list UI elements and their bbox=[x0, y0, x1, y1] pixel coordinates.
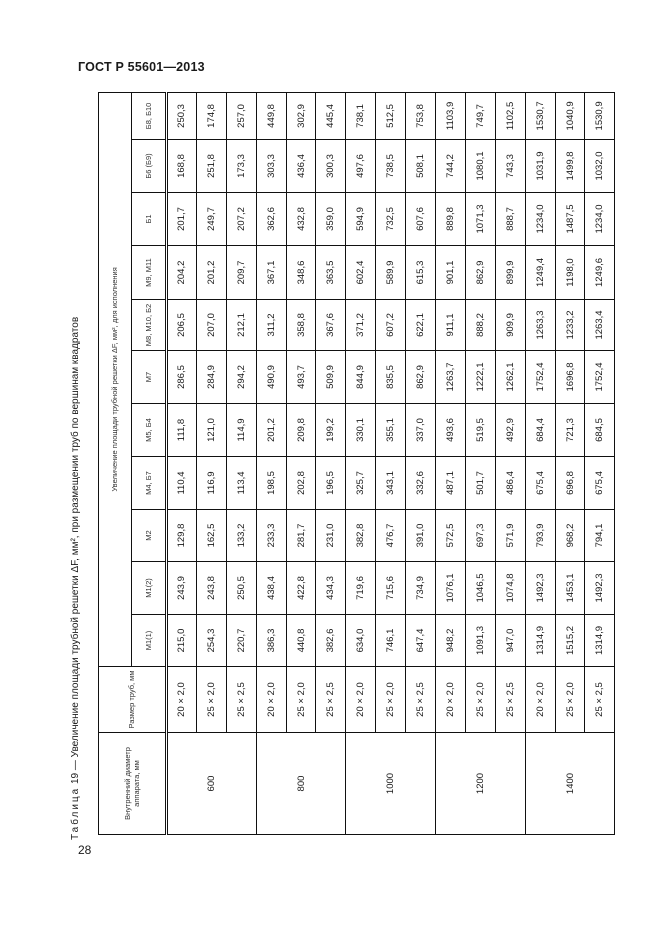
page-number: 28 bbox=[78, 843, 92, 857]
value-cell: 634,0 bbox=[346, 615, 376, 667]
value-cell: 1198,0 bbox=[555, 246, 585, 300]
value-cell: 343,1 bbox=[376, 457, 406, 510]
table-row bbox=[465, 92, 495, 834]
value-cell: 215,0 bbox=[167, 615, 197, 667]
tube-size-cell: 25 × 2,0 bbox=[286, 667, 316, 733]
value-cell: 594,9 bbox=[346, 193, 376, 246]
value-cell: 1249,4 bbox=[525, 246, 555, 300]
value-cell: 325,7 bbox=[346, 457, 376, 510]
header-variant: М7 bbox=[132, 351, 167, 404]
value-cell: 449,8 bbox=[256, 92, 286, 139]
value-cell: 1031,9 bbox=[525, 140, 555, 193]
value-cell: 509,9 bbox=[316, 351, 346, 404]
value-cell: 249,7 bbox=[196, 193, 226, 246]
value-cell: 434,3 bbox=[316, 562, 346, 615]
value-cell: 519,5 bbox=[465, 404, 495, 457]
value-cell: 1696,8 bbox=[555, 351, 585, 404]
value-cell: 572,5 bbox=[436, 510, 466, 562]
value-cell: 382,8 bbox=[346, 510, 376, 562]
value-cell: 432,8 bbox=[286, 193, 316, 246]
value-cell: 1102,5 bbox=[495, 92, 525, 139]
value-cell: 899,9 bbox=[495, 246, 525, 300]
header-variant: Б8, Б10 bbox=[132, 92, 167, 139]
value-cell: 1314,9 bbox=[585, 615, 615, 667]
value-cell: 201,2 bbox=[256, 404, 286, 457]
value-cell: 607,6 bbox=[406, 193, 436, 246]
tube-size-cell: 25 × 2,5 bbox=[226, 667, 256, 733]
value-cell: 113,4 bbox=[226, 457, 256, 510]
value-cell: 476,7 bbox=[376, 510, 406, 562]
table-row bbox=[226, 92, 256, 834]
tube-size-cell: 25 × 2,0 bbox=[376, 667, 406, 733]
value-cell: 303,3 bbox=[256, 140, 286, 193]
value-cell: 311,2 bbox=[256, 300, 286, 351]
table-row bbox=[346, 92, 376, 834]
value-cell: 207,2 bbox=[226, 193, 256, 246]
value-cell: 675,4 bbox=[525, 457, 555, 510]
value-cell: 198,5 bbox=[256, 457, 286, 510]
header-variant: М4, Б7 bbox=[132, 457, 167, 510]
value-cell: 715,6 bbox=[376, 562, 406, 615]
value-cell: 675,4 bbox=[585, 457, 615, 510]
value-cell: 1249,6 bbox=[585, 246, 615, 300]
table-row bbox=[555, 92, 585, 834]
value-cell: 1234,0 bbox=[585, 193, 615, 246]
value-cell: 359,0 bbox=[316, 193, 346, 246]
value-cell: 901,1 bbox=[436, 246, 466, 300]
value-cell: 206,5 bbox=[167, 300, 197, 351]
value-cell: 168,8 bbox=[167, 140, 197, 193]
value-cell: 1492,3 bbox=[585, 562, 615, 615]
value-cell: 1453,1 bbox=[555, 562, 585, 615]
value-cell: 743,3 bbox=[495, 140, 525, 193]
rotated-table-container bbox=[98, 93, 612, 835]
value-cell: 202,8 bbox=[286, 457, 316, 510]
value-cell: 281,7 bbox=[286, 510, 316, 562]
value-cell: 250,5 bbox=[226, 562, 256, 615]
value-cell: 738,1 bbox=[346, 92, 376, 139]
tube-size-cell: 25 × 2,5 bbox=[495, 667, 525, 733]
value-cell: 512,5 bbox=[376, 92, 406, 139]
value-cell: 440,8 bbox=[286, 615, 316, 667]
value-cell: 201,7 bbox=[167, 193, 197, 246]
value-cell: 1530,7 bbox=[525, 92, 555, 139]
value-cell: 844,9 bbox=[346, 351, 376, 404]
value-cell: 438,4 bbox=[256, 562, 286, 615]
value-cell: 294,2 bbox=[226, 351, 256, 404]
value-cell: 753,8 bbox=[406, 92, 436, 139]
value-cell: 386,3 bbox=[256, 615, 286, 667]
header-tube-size: Размер труб, мм bbox=[99, 667, 167, 733]
value-cell: 501,7 bbox=[465, 457, 495, 510]
value-cell: 1499,8 bbox=[555, 140, 585, 193]
value-cell: 1752,4 bbox=[525, 351, 555, 404]
value-cell: 721,3 bbox=[555, 404, 585, 457]
header-diameter: Внутренний диаметр аппарата, мм bbox=[99, 733, 167, 835]
value-cell: 607,2 bbox=[376, 300, 406, 351]
value-cell: 1515,2 bbox=[555, 615, 585, 667]
value-cell: 371,2 bbox=[346, 300, 376, 351]
diameter-cell: 1200 bbox=[436, 733, 526, 835]
value-cell: 1752,4 bbox=[585, 351, 615, 404]
value-cell: 493,7 bbox=[286, 351, 316, 404]
table-row bbox=[406, 92, 436, 834]
value-cell: 391,0 bbox=[406, 510, 436, 562]
value-cell: 746,1 bbox=[376, 615, 406, 667]
value-cell: 911,1 bbox=[436, 300, 466, 351]
value-cell: 909,9 bbox=[495, 300, 525, 351]
value-cell: 201,2 bbox=[196, 246, 226, 300]
value-cell: 204,2 bbox=[167, 246, 197, 300]
value-cell: 1071,3 bbox=[465, 193, 495, 246]
value-cell: 493,6 bbox=[436, 404, 466, 457]
value-cell: 196,5 bbox=[316, 457, 346, 510]
header-variant: М8, М10, Б2 bbox=[132, 300, 167, 351]
value-cell: 209,8 bbox=[286, 404, 316, 457]
value-cell: 647,4 bbox=[406, 615, 436, 667]
table-row bbox=[376, 92, 406, 834]
value-cell: 734,9 bbox=[406, 562, 436, 615]
tube-size-cell: 20 × 2,0 bbox=[167, 667, 197, 733]
value-cell: 1080,1 bbox=[465, 140, 495, 193]
value-cell: 1262,1 bbox=[495, 351, 525, 404]
header-row-top bbox=[99, 92, 132, 834]
value-cell: 1032,0 bbox=[585, 140, 615, 193]
value-cell: 445,4 bbox=[316, 92, 346, 139]
tube-size-cell: 20 × 2,0 bbox=[256, 667, 286, 733]
table-caption bbox=[70, 80, 81, 840]
value-cell: 212,1 bbox=[226, 300, 256, 351]
value-cell: 492,9 bbox=[495, 404, 525, 457]
value-cell: 1103,9 bbox=[436, 92, 466, 139]
header-variant: М1(1) bbox=[132, 615, 167, 667]
value-cell: 835,5 bbox=[376, 351, 406, 404]
value-cell: 719,6 bbox=[346, 562, 376, 615]
value-cell: 684,5 bbox=[585, 404, 615, 457]
header-variant: Б1 bbox=[132, 193, 167, 246]
value-cell: 732,5 bbox=[376, 193, 406, 246]
value-cell: 209,7 bbox=[226, 246, 256, 300]
tube-size-cell: 20 × 2,0 bbox=[525, 667, 555, 733]
diameter-cell: 600 bbox=[167, 733, 257, 835]
table-row bbox=[286, 92, 316, 834]
value-cell: 684,4 bbox=[525, 404, 555, 457]
value-cell: 1222,1 bbox=[465, 351, 495, 404]
value-cell: 1074,8 bbox=[495, 562, 525, 615]
value-cell: 487,1 bbox=[436, 457, 466, 510]
value-cell: 697,3 bbox=[465, 510, 495, 562]
value-cell: 744,2 bbox=[436, 140, 466, 193]
table-row bbox=[196, 92, 226, 834]
value-cell: 1046,5 bbox=[465, 562, 495, 615]
value-cell: 738,5 bbox=[376, 140, 406, 193]
value-cell: 602,4 bbox=[346, 246, 376, 300]
value-cell: 793,9 bbox=[525, 510, 555, 562]
value-cell: 367,1 bbox=[256, 246, 286, 300]
value-cell: 1263,3 bbox=[525, 300, 555, 351]
value-cell: 348,6 bbox=[286, 246, 316, 300]
tube-size-cell: 25 × 2,5 bbox=[406, 667, 436, 733]
table-row bbox=[167, 92, 197, 834]
value-cell: 968,2 bbox=[555, 510, 585, 562]
tube-size-cell: 25 × 2,0 bbox=[196, 667, 226, 733]
value-cell: 382,6 bbox=[316, 615, 346, 667]
value-cell: 571,9 bbox=[495, 510, 525, 562]
value-cell: 615,3 bbox=[406, 246, 436, 300]
value-cell: 490,9 bbox=[256, 351, 286, 404]
value-cell: 116,9 bbox=[196, 457, 226, 510]
value-cell: 422,8 bbox=[286, 562, 316, 615]
value-cell: 497,6 bbox=[346, 140, 376, 193]
table-row bbox=[495, 92, 525, 834]
value-cell: 749,7 bbox=[465, 92, 495, 139]
value-cell: 173,3 bbox=[226, 140, 256, 193]
value-cell: 114,9 bbox=[226, 404, 256, 457]
value-cell: 1234,0 bbox=[525, 193, 555, 246]
diameter-cell: 800 bbox=[256, 733, 346, 835]
value-cell: 589,9 bbox=[376, 246, 406, 300]
value-cell: 121,0 bbox=[196, 404, 226, 457]
value-cell: 257,0 bbox=[226, 92, 256, 139]
value-cell: 284,9 bbox=[196, 351, 226, 404]
value-cell: 220,7 bbox=[226, 615, 256, 667]
value-cell: 362,6 bbox=[256, 193, 286, 246]
table-row bbox=[436, 92, 466, 834]
tube-size-cell: 25 × 2,0 bbox=[465, 667, 495, 733]
standard-designation: ГОСТ Р 55601—2013 bbox=[78, 60, 205, 74]
caption-label: Таблица bbox=[70, 786, 81, 840]
value-cell: 243,9 bbox=[167, 562, 197, 615]
value-cell: 332,6 bbox=[406, 457, 436, 510]
value-cell: 1040,9 bbox=[555, 92, 585, 139]
value-cell: 286,5 bbox=[167, 351, 197, 404]
value-cell: 367,6 bbox=[316, 300, 346, 351]
value-cell: 1530,9 bbox=[585, 92, 615, 139]
value-cell: 1492,3 bbox=[525, 562, 555, 615]
value-cell: 110,4 bbox=[167, 457, 197, 510]
value-cell: 948,2 bbox=[436, 615, 466, 667]
value-cell: 199,2 bbox=[316, 404, 346, 457]
value-cell: 174,8 bbox=[196, 92, 226, 139]
value-cell: 129,8 bbox=[167, 510, 197, 562]
tube-size-cell: 25 × 2,5 bbox=[585, 667, 615, 733]
value-cell: 1263,7 bbox=[436, 351, 466, 404]
header-variant: М9, М11 bbox=[132, 246, 167, 300]
value-cell: 133,2 bbox=[226, 510, 256, 562]
header-group: Увеличение площади трубной решетки ΔF, мм², для исполнения bbox=[99, 92, 132, 666]
value-cell: 862,9 bbox=[406, 351, 436, 404]
header-variant: М1(2) bbox=[132, 562, 167, 615]
value-cell: 111,8 bbox=[167, 404, 197, 457]
table-body bbox=[167, 92, 615, 834]
tube-size-cell: 20 × 2,0 bbox=[436, 667, 466, 733]
header-variant: М5, Б4 bbox=[132, 404, 167, 457]
value-cell: 330,1 bbox=[346, 404, 376, 457]
value-cell: 888,2 bbox=[465, 300, 495, 351]
value-cell: 436,4 bbox=[286, 140, 316, 193]
value-cell: 888,7 bbox=[495, 193, 525, 246]
value-cell: 486,4 bbox=[495, 457, 525, 510]
header-variant: М2 bbox=[132, 510, 167, 562]
value-cell: 363,5 bbox=[316, 246, 346, 300]
table-row bbox=[256, 92, 286, 834]
table-row bbox=[525, 92, 555, 834]
value-cell: 207,0 bbox=[196, 300, 226, 351]
value-cell: 300,3 bbox=[316, 140, 346, 193]
table-row bbox=[585, 92, 615, 834]
value-cell: 337,0 bbox=[406, 404, 436, 457]
diameter-cell: 1000 bbox=[346, 733, 436, 835]
value-cell: 1263,4 bbox=[585, 300, 615, 351]
tube-size-cell: 20 × 2,0 bbox=[346, 667, 376, 733]
value-cell: 1314,9 bbox=[525, 615, 555, 667]
value-cell: 1091,3 bbox=[465, 615, 495, 667]
caption-number: 19 bbox=[70, 772, 81, 784]
value-cell: 1076,1 bbox=[436, 562, 466, 615]
value-cell: 862,9 bbox=[465, 246, 495, 300]
value-cell: 508,1 bbox=[406, 140, 436, 193]
value-cell: 243,8 bbox=[196, 562, 226, 615]
value-cell: 1233,2 bbox=[555, 300, 585, 351]
value-cell: 355,1 bbox=[376, 404, 406, 457]
value-cell: 889,8 bbox=[436, 193, 466, 246]
value-cell: 622,1 bbox=[406, 300, 436, 351]
table-row bbox=[316, 92, 346, 834]
value-cell: 162,5 bbox=[196, 510, 226, 562]
value-cell: 302,9 bbox=[286, 92, 316, 139]
tube-size-cell: 25 × 2,0 bbox=[555, 667, 585, 733]
value-cell: 358,8 bbox=[286, 300, 316, 351]
value-cell: 233,3 bbox=[256, 510, 286, 562]
diameter-cell: 1400 bbox=[525, 733, 615, 835]
value-cell: 231,0 bbox=[316, 510, 346, 562]
value-cell: 250,3 bbox=[167, 92, 197, 139]
tube-size-cell: 25 × 2,5 bbox=[316, 667, 346, 733]
value-cell: 1487,5 bbox=[555, 193, 585, 246]
value-cell: 251,8 bbox=[196, 140, 226, 193]
value-cell: 794,1 bbox=[585, 510, 615, 562]
caption-text: — Увеличение площади трубной решетки ΔF, мм², при размещении труб по вершинам квадратов bbox=[70, 316, 81, 773]
value-cell: 696,8 bbox=[555, 457, 585, 510]
header-variant: Б6 (Б9) bbox=[132, 140, 167, 193]
value-cell: 947,0 bbox=[495, 615, 525, 667]
value-cell: 254,3 bbox=[196, 615, 226, 667]
tube-sheet-area-table bbox=[98, 92, 615, 835]
